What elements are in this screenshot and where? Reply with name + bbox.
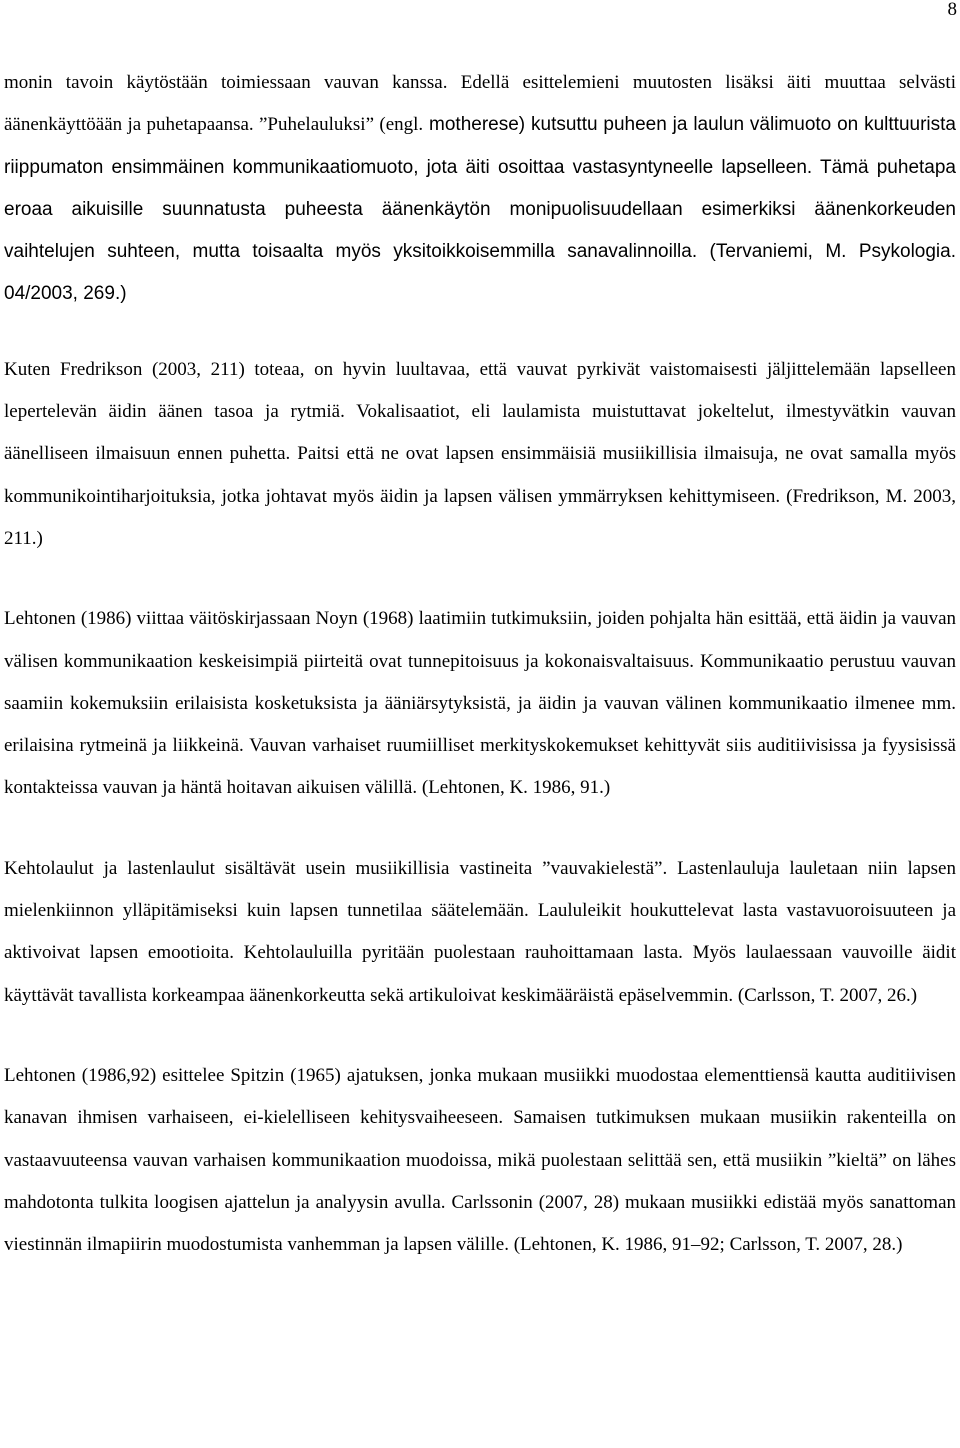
paragraph-3: Lehtonen (1986) viittaa väitöskirjassaan Noyn (1968) laatimiin tutkimuksiin, joiden pohjalta hän esittää, että äidin ja vauvan välisen kommunikaation keskeisimpiä piirteitä ovat tunnepitoisuus ja kokonaisvaltaisuus. Kommunikaatio perustuu vauvan saamiin kokemuksiin erilaisista kosketuksista ja ääniärsytyksistä, ja äidin ja vauvan välinen kommunikaatio ilmenee mm. erilaisina rytmeinä ja liikkeinä. Vauvan varhaiset ruumiilliset merkityskokemukset kehittyvät siis auditiivisissa ja fyysisissä kontakteissa vauvan ja häntä hoitavan aikuisen välillä. (Lehtonen, K. 1986, 91.)	[4, 608, 956, 799]
paragraph-4: Kehtolaulut ja lastenlaulut sisältävät usein musiikillisia vastineita ”vauvakielestä”. Lastenlauluja lauletaan niin lapsen mielenkiinnon ylläpitämiseksi kuin lapsen tunnetilaa säätelemään. Laululeikit houkuttelevat lasta vastavuoroisuuteen ja aktivoivat lapsen emootioita. Kehtolauluilla pyritään puolestaan rauhoittamaan lasta. Myös laulaessaan vauvoille äidit käyttävät tavallista korkeampaa äänenkorkeutta sekä artikuloivat keskimääräistä epäselvemmin. (Carlsson, T. 2007, 26.)	[4, 857, 956, 1006]
paragraph-2: Kuten Fredrikson (2003, 211) toteaa, on hyvin luultavaa, että vauvat pyrkivät vaistomaisesti jäljittelemään lapselleen lepertelevän äidin äänen tasoa ja rytmiä. Vokalisaatiot, eli laulamista muistuttavat jokeltelut, ilmestyvätkin vauvan äänelliseen ilmaisuun ennen puhetta. Paitsi että ne ovat lapsen ensimmäisiä musiikillisia ilmaisuja, ne ovat samalla myös kommunikointiharjoituksia, jotka johtavat myös äidin ja lapsen välisen ymmärryksen kehittymiseen. (Fredrikson, M. 2003, 211.)	[4, 358, 956, 549]
document-body	[4, 62, 956, 1266]
paragraph-1-rest: motherese) kutsuttu puheen ja laulun välimuoto on kulttuurista riippumaton ensimmäinen kommunikaatiomuoto, jota äiti osoittaa vastasyntyneelle lapselleen. Tämä puhetapa eroaa aikuisille suunnatusta puheesta äänenkäytön monipuolisuudellaan esimerkiksi äänenkorkeuden vaihtelujen suhteen, mutta toisaalta myös yksitoikkoisemmilla sanavalinnoilla. (Tervaniemi, M. Psykologia. 04/2003, 269.)	[4, 114, 956, 305]
page-number: 8	[947, 0, 957, 20]
paragraph-5: Lehtonen (1986,92) esittelee Spitzin (1965) ajatuksen, jonka mukaan musiikki muodostaa elementtiensä kautta auditiivisen kanavan ihmisen varhaiseen, ei-kielelliseen kehitysvaiheeseen. Samaisen tutkimuksen mukaan musiikin rakenteilla on vastaavuuteensa vauvan varhaisen kommunikaation muodoissa, mikä puolestaan selittää sen, että musiikin ”kieltä” on lähes mahdotonta tulkita loogisen ajattelun ja analyysin avulla. Carlssonin (2007, 28) mukaan musiikki edistää myös sanattoman viestinnän ilmapiirin muodostumista vanhemman ja lapsen välille. (Lehtonen, K. 1986, 91–92; Carlsson, T. 2007, 28.)	[4, 1064, 956, 1256]
paragraph-1	[4, 62, 956, 316]
paragraph-1-lead: monin tavoin käytöstään toimiessaan vauvan kanssa. Edellä esittelemieni muutosten lisäksi äiti muuttaa selvästi äänenkäyttöään ja puhetapaansa. ”Puhelauluksi” (engl.	[4, 72, 956, 136]
